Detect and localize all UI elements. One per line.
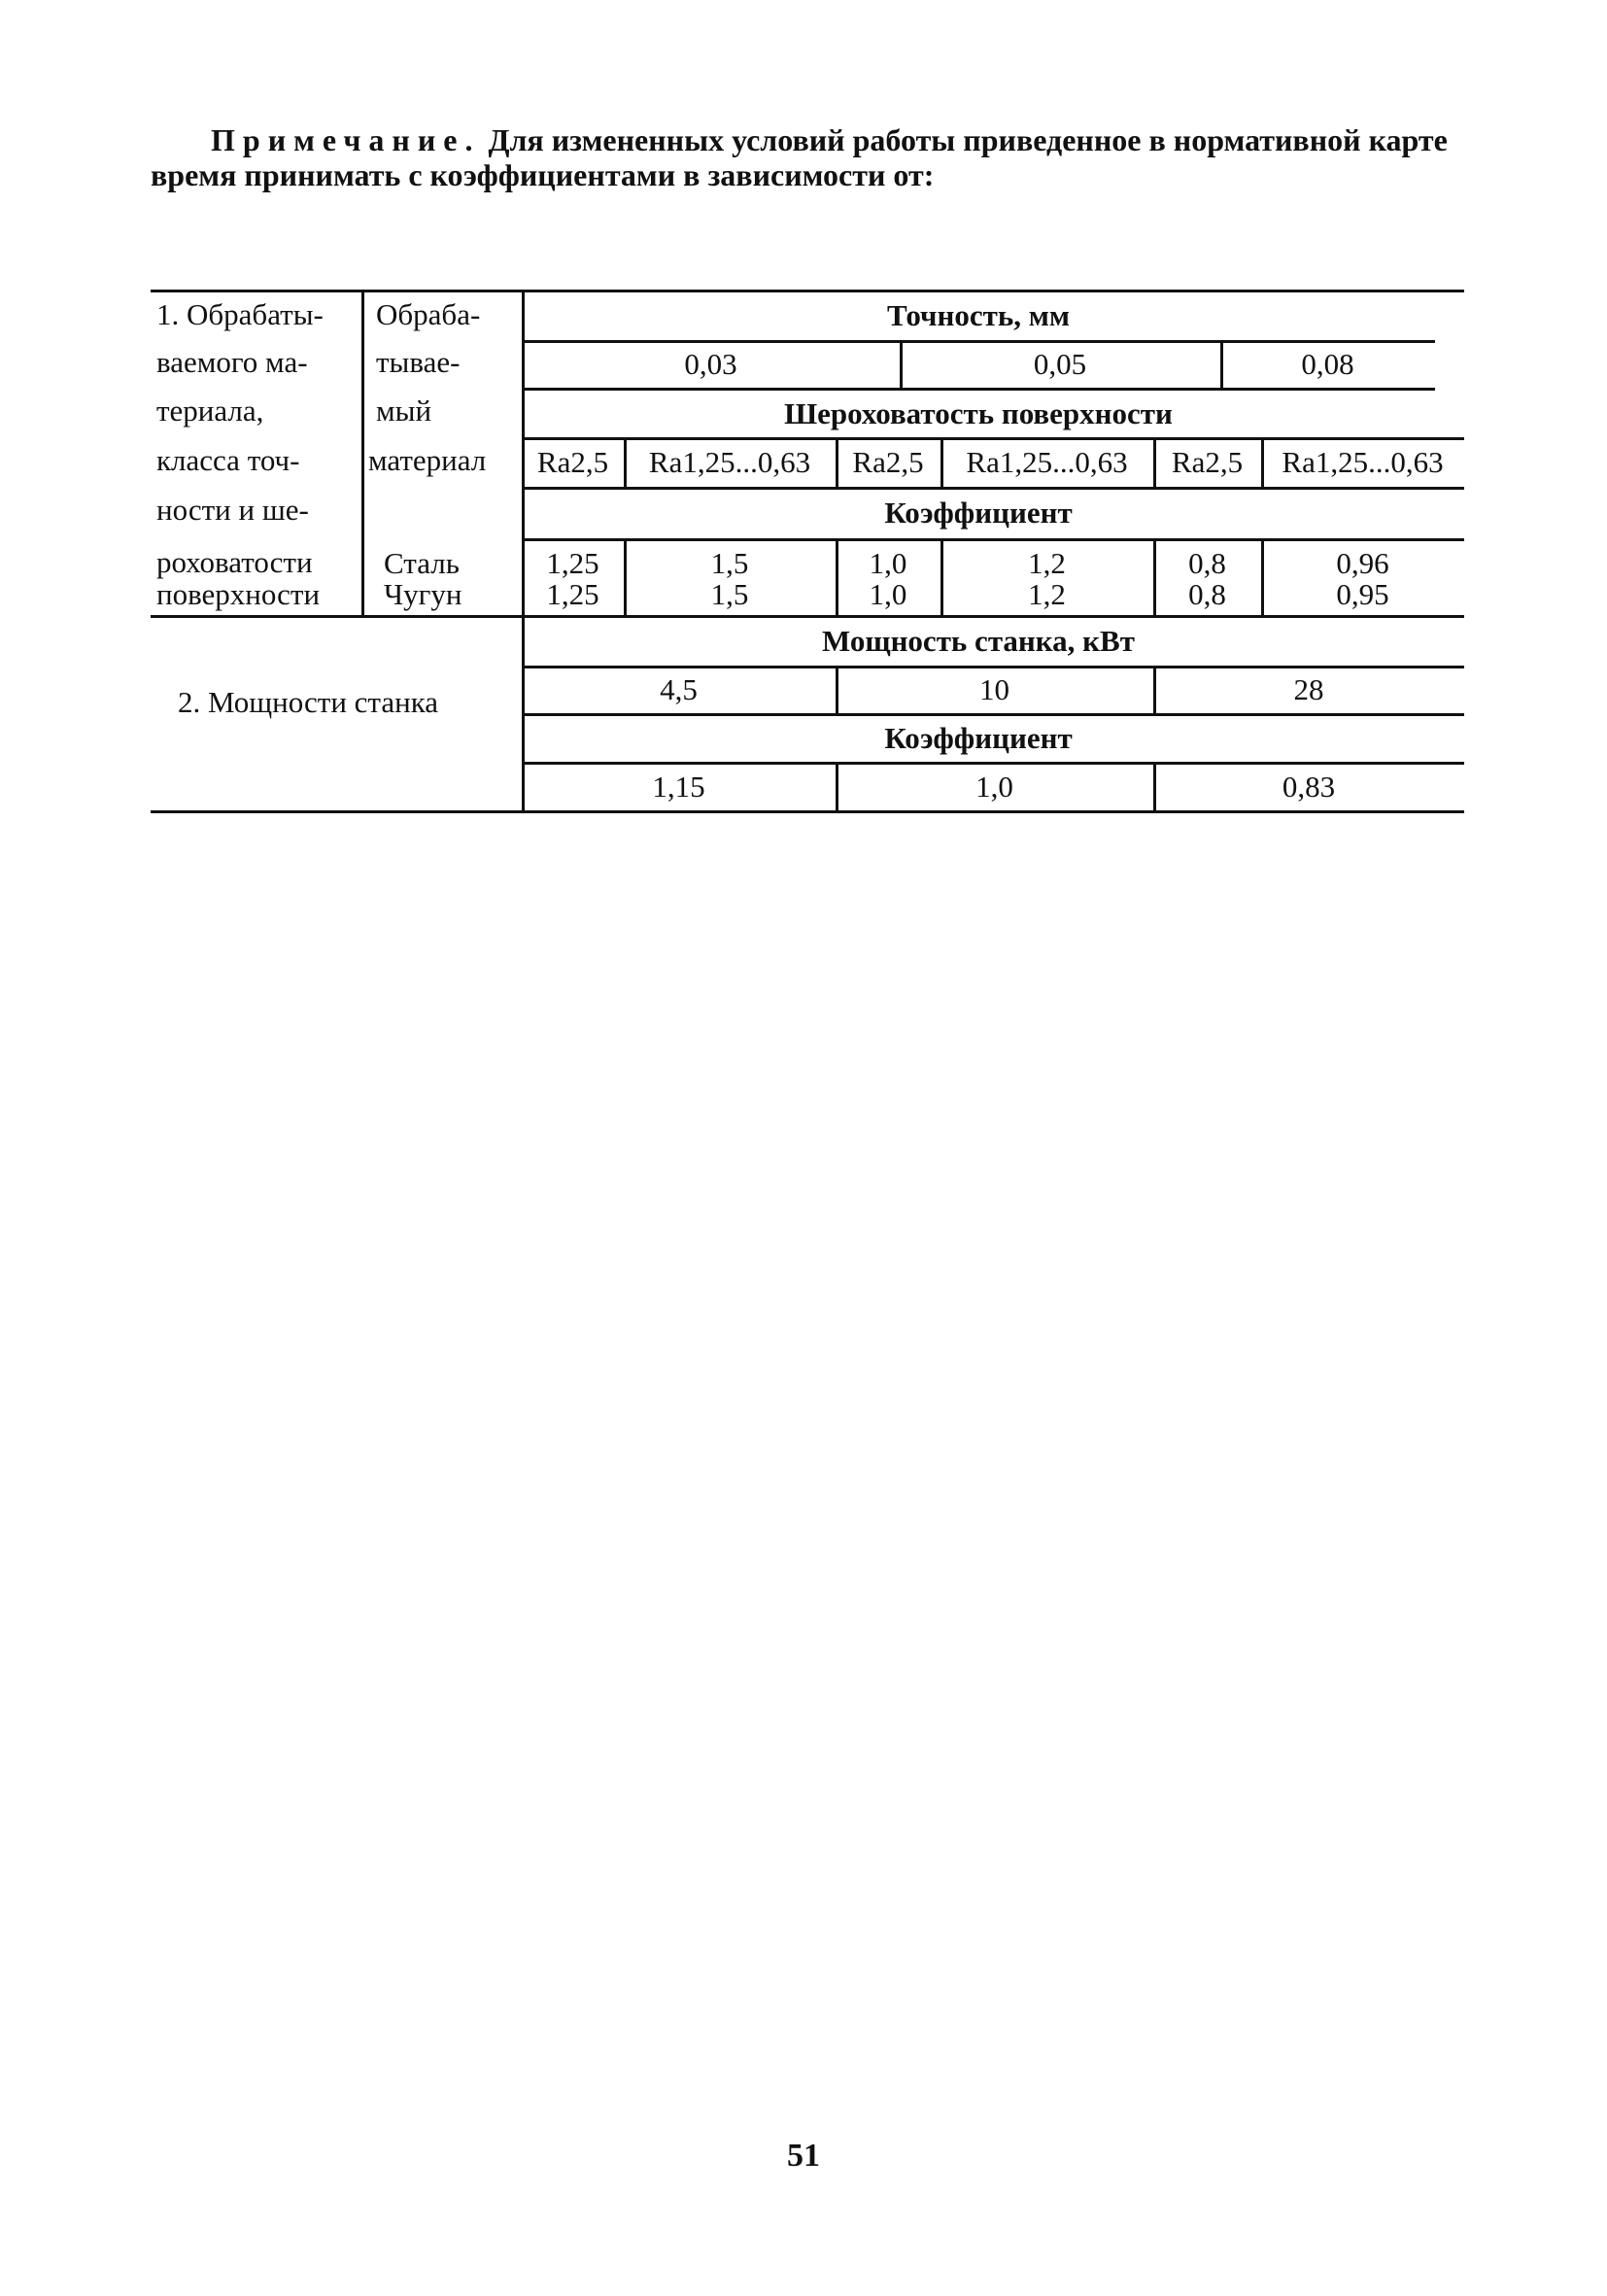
section1-label-line: ности и ше- <box>156 493 309 527</box>
power-value: 28 <box>1293 672 1324 706</box>
rule <box>522 538 1464 541</box>
power-coef-value: 1,0 <box>975 770 1013 804</box>
coef-value: 0,96 <box>1336 546 1389 580</box>
roughness-value: Ra2,5 <box>852 445 924 479</box>
section1-label-line: ваемого ма- <box>156 345 308 379</box>
section1-label-line: класса точ- <box>156 443 300 477</box>
note-lead: Примечание. <box>211 122 481 157</box>
roughness-value: Ra2,5 <box>1171 445 1244 479</box>
coef-value: 0,95 <box>1336 577 1389 611</box>
section2-label: 2. Мощности станка <box>178 685 439 719</box>
note-paragraph <box>151 122 1464 192</box>
material-header-line: Обраба- <box>376 297 481 331</box>
coefficient-header: Коэффициент <box>884 496 1073 530</box>
coef-value: 1,0 <box>869 546 907 580</box>
roughness-value: Ra1,25...0,63 <box>648 445 811 479</box>
section1-label-line: 1. Обрабаты- <box>156 297 324 331</box>
rule <box>522 666 1464 668</box>
power-coef-value: 0,83 <box>1282 770 1336 804</box>
coef-value: 1,2 <box>1028 577 1066 611</box>
coef-value: 0,8 <box>1188 577 1226 611</box>
section1-label-line: поверхности <box>156 577 321 611</box>
rule <box>522 487 1464 490</box>
power-value: 4,5 <box>660 672 698 706</box>
coef-value: 1,5 <box>710 546 749 580</box>
material-header-line: материал <box>368 443 487 477</box>
rule <box>522 437 1464 440</box>
coefficient-header: Коэффициент <box>884 721 1073 755</box>
rule <box>522 762 1464 765</box>
coefficient-table <box>151 290 1464 814</box>
coef-value: 1,2 <box>1028 546 1066 580</box>
roughness-value: Ra1,25...0,63 <box>966 445 1128 479</box>
rule <box>522 340 1435 343</box>
coef-value: 1,25 <box>546 577 599 611</box>
material-steel: Сталь <box>384 546 460 580</box>
rule-v <box>361 290 364 615</box>
roughness-value: Ra2,5 <box>536 445 609 479</box>
rule-bottom <box>151 810 1464 813</box>
power-header: Мощность станка, кВт <box>822 624 1135 658</box>
section1-label-line: роховатости <box>156 545 313 579</box>
precision-value: 0,03 <box>684 347 737 381</box>
coef-value: 1,5 <box>710 577 749 611</box>
material-cast-iron: Чугун <box>384 577 462 611</box>
material-header-line: тывае- <box>376 345 461 379</box>
page-number: 51 <box>787 2138 820 2174</box>
material-header-line: мый <box>376 394 432 428</box>
precision-value: 0,08 <box>1301 347 1354 381</box>
precision-header: Точность, мм <box>887 298 1070 332</box>
rule-section-divider <box>151 615 1464 618</box>
note-text: Для измененных условий работы приведенное в нормативной карте время принимать с коэффициентами в зависимости от: <box>151 122 1448 192</box>
roughness-header: Шероховатость поверхности <box>784 396 1173 430</box>
roughness-value: Ra1,25...0,63 <box>1282 445 1444 479</box>
rule-top <box>151 290 1464 292</box>
coef-value: 1,25 <box>546 546 599 580</box>
power-value: 10 <box>979 672 1009 706</box>
coef-value: 0,8 <box>1188 546 1226 580</box>
rule <box>522 388 1435 391</box>
precision-value: 0,05 <box>1033 347 1087 381</box>
power-coef-value: 1,15 <box>652 770 705 804</box>
rule <box>522 713 1464 716</box>
coef-value: 1,0 <box>869 577 907 611</box>
section1-label-line: териала, <box>156 394 264 428</box>
